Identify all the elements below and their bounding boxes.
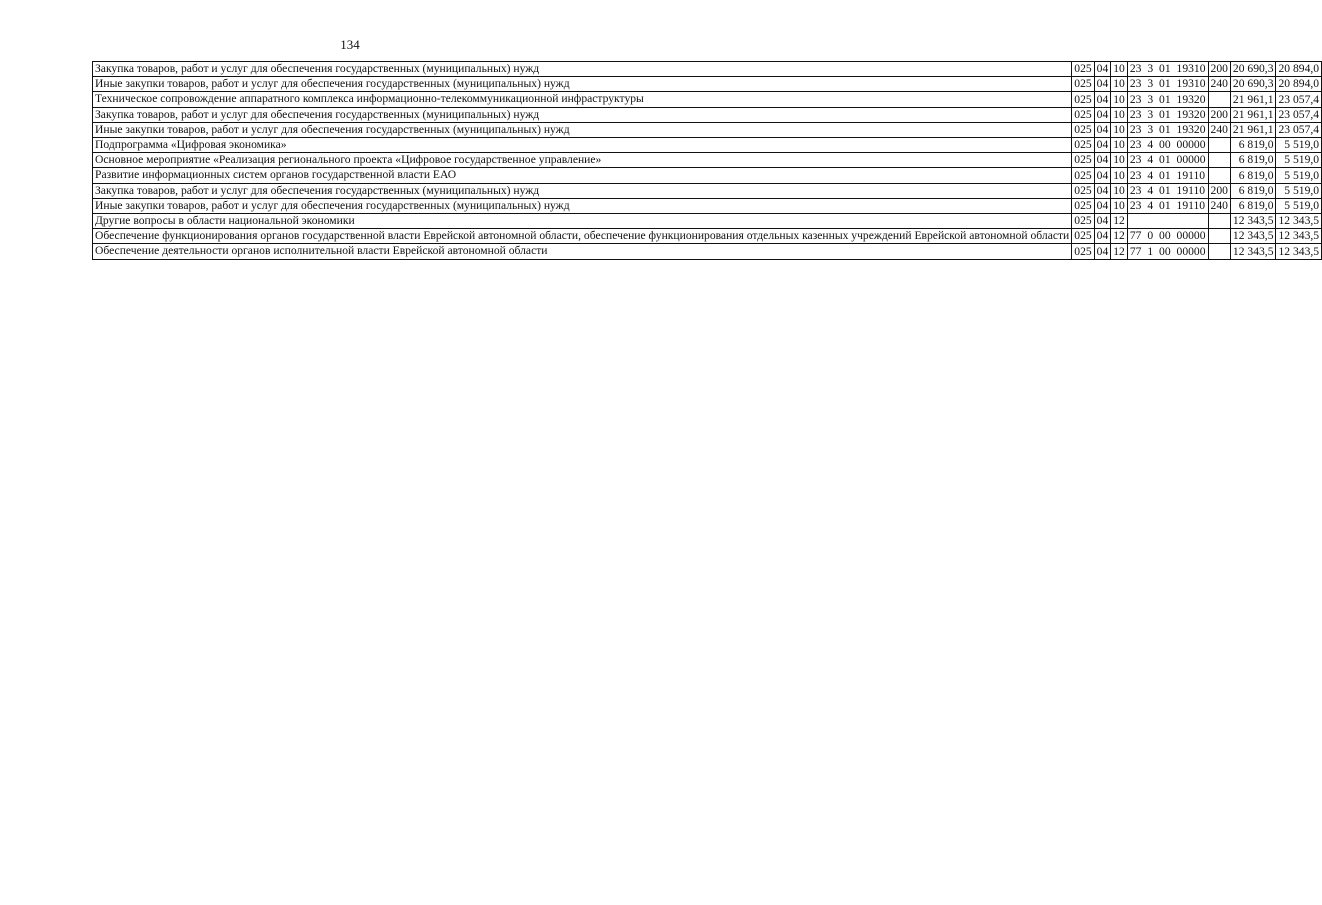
table-row — [93, 168, 1322, 183]
target-article-cell: 23 4 00 00000 — [1127, 138, 1208, 153]
expense-type-cell — [1208, 168, 1230, 183]
amount-year2-cell: 5 519,0 — [1276, 183, 1322, 198]
admin-code-cell: 025 — [1072, 168, 1094, 183]
target-article-cell: 23 3 01 19320 — [1127, 92, 1208, 107]
subsection-code-cell: 10 — [1111, 183, 1128, 198]
target-article-cell: 77 1 00 00000 — [1127, 244, 1208, 259]
row-name-cell: Закупка товаров, работ и услуг для обеспечения государственных (муниципальных) нужд — [93, 62, 1072, 77]
subsection-code-cell: 10 — [1111, 107, 1128, 122]
subsection-code-cell: 12 — [1111, 214, 1128, 229]
target-article-cell: 23 4 01 19110 — [1127, 183, 1208, 198]
row-name-cell: Обеспечение функционирования органов государственной власти Еврейской автономной области, обеспечение функционирования отдельных казенных учреждений Еврейской автономной области — [93, 229, 1072, 244]
target-article-cell: 23 3 01 19310 — [1127, 77, 1208, 92]
section-code-cell: 04 — [1094, 168, 1111, 183]
amount-year2-cell: 20 894,0 — [1276, 77, 1322, 92]
target-article-cell: 23 4 01 19110 — [1127, 198, 1208, 213]
subsection-code-cell: 10 — [1111, 92, 1128, 107]
amount-year1-cell: 20 690,3 — [1230, 62, 1276, 77]
table-row — [93, 62, 1322, 77]
amount-year1-cell: 6 819,0 — [1230, 198, 1276, 213]
section-code-cell: 04 — [1094, 122, 1111, 137]
target-article-cell: 23 3 01 19310 — [1127, 62, 1208, 77]
target-article-cell: 23 3 01 19320 — [1127, 107, 1208, 122]
row-name-cell: Техническое сопровождение аппаратного комплекса информационно-телекоммуникационной инфраструктуры — [93, 92, 1072, 107]
amount-year2-cell: 12 343,5 — [1276, 229, 1322, 244]
section-code-cell: 04 — [1094, 92, 1111, 107]
subsection-code-cell: 12 — [1111, 244, 1128, 259]
row-name-cell: Закупка товаров, работ и услуг для обеспечения государственных (муниципальных) нужд — [93, 107, 1072, 122]
page-number: 134 — [340, 37, 360, 52]
subsection-code-cell: 10 — [1111, 138, 1128, 153]
amount-year1-cell: 12 343,5 — [1230, 244, 1276, 259]
amount-year2-cell: 12 343,5 — [1276, 244, 1322, 259]
section-code-cell: 04 — [1094, 214, 1111, 229]
amount-year2-cell: 5 519,0 — [1276, 168, 1322, 183]
row-name-cell: Обеспечение деятельности органов исполнительной власти Еврейской автономной области — [93, 244, 1072, 259]
row-name-cell: Подпрограмма «Цифровая экономика» — [93, 138, 1072, 153]
table-row — [93, 229, 1322, 244]
table-row — [93, 138, 1322, 153]
amount-year1-cell: 6 819,0 — [1230, 183, 1276, 198]
amount-year2-cell: 5 519,0 — [1276, 198, 1322, 213]
amount-year1-cell: 12 343,5 — [1230, 214, 1276, 229]
table-row — [93, 244, 1322, 259]
section-code-cell: 04 — [1094, 244, 1111, 259]
target-article-cell: 23 3 01 19320 — [1127, 122, 1208, 137]
table-row — [93, 198, 1322, 213]
table-row — [93, 77, 1322, 92]
amount-year2-cell: 23 057,4 — [1276, 92, 1322, 107]
admin-code-cell: 025 — [1072, 122, 1094, 137]
amount-year1-cell: 6 819,0 — [1230, 138, 1276, 153]
expense-type-cell: 200 — [1208, 107, 1230, 122]
section-code-cell: 04 — [1094, 62, 1111, 77]
row-name-cell: Иные закупки товаров, работ и услуг для обеспечения государственных (муниципальных) нужд — [93, 198, 1072, 213]
table-row — [93, 92, 1322, 107]
expense-type-cell — [1208, 214, 1230, 229]
section-code-cell: 04 — [1094, 77, 1111, 92]
admin-code-cell: 025 — [1072, 138, 1094, 153]
expense-type-cell: 240 — [1208, 198, 1230, 213]
subsection-code-cell: 12 — [1111, 229, 1128, 244]
admin-code-cell: 025 — [1072, 183, 1094, 198]
row-name-cell: Другие вопросы в области национальной экономики — [93, 214, 1072, 229]
budget-table — [92, 61, 1322, 260]
amount-year2-cell: 20 894,0 — [1276, 62, 1322, 77]
table-row — [93, 122, 1322, 137]
admin-code-cell: 025 — [1072, 153, 1094, 168]
amount-year1-cell: 20 690,3 — [1230, 77, 1276, 92]
admin-code-cell: 025 — [1072, 77, 1094, 92]
admin-code-cell: 025 — [1072, 198, 1094, 213]
expense-type-cell — [1208, 92, 1230, 107]
section-code-cell: 04 — [1094, 153, 1111, 168]
admin-code-cell: 025 — [1072, 107, 1094, 122]
expense-type-cell — [1208, 244, 1230, 259]
admin-code-cell: 025 — [1072, 214, 1094, 229]
target-article-cell — [1127, 214, 1208, 229]
row-name-cell: Основное мероприятие «Реализация регионального проекта «Цифровое государственное управление» — [93, 153, 1072, 168]
row-name-cell: Закупка товаров, работ и услуг для обеспечения государственных (муниципальных) нужд — [93, 183, 1072, 198]
expense-type-cell — [1208, 229, 1230, 244]
expense-type-cell: 200 — [1208, 62, 1230, 77]
row-name-cell: Иные закупки товаров, работ и услуг для обеспечения государственных (муниципальных) нужд — [93, 77, 1072, 92]
amount-year1-cell: 6 819,0 — [1230, 168, 1276, 183]
admin-code-cell: 025 — [1072, 92, 1094, 107]
admin-code-cell: 025 — [1072, 62, 1094, 77]
section-code-cell: 04 — [1094, 138, 1111, 153]
amount-year2-cell: 5 519,0 — [1276, 138, 1322, 153]
section-code-cell: 04 — [1094, 183, 1111, 198]
amount-year1-cell: 21 961,1 — [1230, 107, 1276, 122]
expense-type-cell: 240 — [1208, 77, 1230, 92]
table-row — [93, 107, 1322, 122]
amount-year1-cell: 21 961,1 — [1230, 122, 1276, 137]
admin-code-cell: 025 — [1072, 244, 1094, 259]
amount-year2-cell: 23 057,4 — [1276, 107, 1322, 122]
table-row — [93, 153, 1322, 168]
expense-type-cell — [1208, 153, 1230, 168]
amount-year1-cell: 21 961,1 — [1230, 92, 1276, 107]
amount-year2-cell: 23 057,4 — [1276, 122, 1322, 137]
subsection-code-cell: 10 — [1111, 168, 1128, 183]
row-name-cell: Иные закупки товаров, работ и услуг для обеспечения государственных (муниципальных) нужд — [93, 122, 1072, 137]
amount-year2-cell: 5 519,0 — [1276, 153, 1322, 168]
amount-year2-cell: 12 343,5 — [1276, 214, 1322, 229]
subsection-code-cell: 10 — [1111, 198, 1128, 213]
amount-year1-cell: 12 343,5 — [1230, 229, 1276, 244]
row-name-cell: Развитие информационных систем органов государственной власти ЕАО — [93, 168, 1072, 183]
amount-year1-cell: 6 819,0 — [1230, 153, 1276, 168]
section-code-cell: 04 — [1094, 229, 1111, 244]
expense-type-cell: 200 — [1208, 183, 1230, 198]
budget-table-body — [93, 62, 1322, 260]
target-article-cell: 23 4 01 19110 — [1127, 168, 1208, 183]
admin-code-cell: 025 — [1072, 229, 1094, 244]
table-row — [93, 183, 1322, 198]
subsection-code-cell: 10 — [1111, 62, 1128, 77]
target-article-cell: 23 4 01 00000 — [1127, 153, 1208, 168]
section-code-cell: 04 — [1094, 107, 1111, 122]
table-row — [93, 214, 1322, 229]
expense-type-cell: 240 — [1208, 122, 1230, 137]
section-code-cell: 04 — [1094, 198, 1111, 213]
subsection-code-cell: 10 — [1111, 77, 1128, 92]
subsection-code-cell: 10 — [1111, 122, 1128, 137]
subsection-code-cell: 10 — [1111, 153, 1128, 168]
expense-type-cell — [1208, 138, 1230, 153]
target-article-cell: 77 0 00 00000 — [1127, 229, 1208, 244]
